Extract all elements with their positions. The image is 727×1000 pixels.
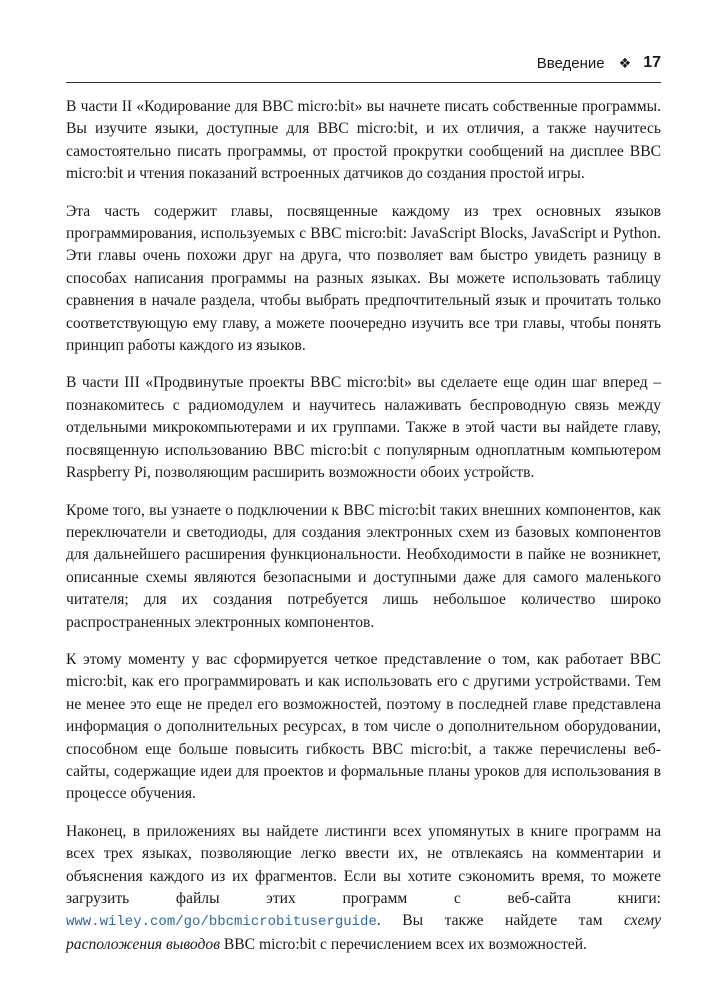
ornament-separator: ❖: [618, 54, 632, 71]
paragraph-components: Кроме того, вы узнаете о подключении к BBC micro:bit таких внешних компонентов, как переключатели и светодиоды, для создания электронных схем из базовых компонентов для дальнейшего расширения функциональности. Необходимости в пайке не возникнет, описанные схемы являются безопасными и доступными даже для самого маленького читателя; для их создания потребуется лишь небольшое количество широко распространенных электронных компонентов.: [66, 501, 661, 631]
book-website-link[interactable]: www.wiley.com/go/bbcmicrobituserguide: [66, 914, 377, 931]
appendices-text-cont: . Вы также найдете там: [376, 912, 624, 930]
paragraph-part-2: В части II «Кодирование для BBC micro:bit» вы начнете писать собственные программы. Вы изучите языки, доступные для BBC micro:bit, и их отличия, а также научитесь самостоятельно писать программы, от простой прокрутки сообщений на дисплее BBC micro:bit и чтения показаний встроенных датчиков до создания простой игры.: [66, 98, 661, 183]
paragraph-appendices: [66, 821, 661, 956]
section-title: Введение: [536, 54, 605, 72]
page-body: [66, 96, 661, 971]
header-rule: [66, 82, 661, 83]
paragraph-resources: К этому моменту у вас сформируется четкое представление о том, как работает BBC micro:bit, как его программировать и как использовать его с другими устройствами. Тем не менее это еще не предел его возможностей, поэтому в последней главе представлена информация о дополнительных ресурсах, в том числе о дополнительном оборудовании, способном еще больше повысить гибкость BBC micro:bit, а также перечислены веб-сайты, содержащие идеи для проектов и формальные планы уроков для использования в процессе обучения.: [66, 650, 661, 803]
paragraph-languages: Эта часть содержит главы, посвященные каждому из трех основных языков программирования, используемых с BBC micro:bit: JavaScript Blocks, JavaScript и Python. Эти главы очень похожи друг на друга, что позволяет вам быстро увидеть разницу в способах написания программы на разных языках. Вы можете использовать таблицу сравнения в начале раздела, чтобы выбрать предпочтительный язык и прочитать только соответствующую ему главу, а можете поочередно изучить все три главы, чтобы понять принцип работы каждого из языков.: [66, 202, 661, 355]
pinout-emphasis: схему расположения выводов: [66, 912, 661, 953]
page-number: 17: [643, 54, 661, 71]
appendices-text: Наконец, в приложениях вы найдете листинги всех упомянутых в книге программ на всех трех языках, позволяющие легко ввести их, не отвлекаясь на комментарии и объяснения каждого из их фрагментов. Если вы хотите сэкономить время, то можете загрузить файлы этих программ с веб-сайта книги:: [66, 822, 661, 907]
paragraph-part-3: В части III «Продвинутые проекты BBC micro:bit» вы сделаете еще один шаг вперед – познакомитесь с радиомодулем и научитесь налаживать беспроводную связь между отдельными микрокомпьютерами и их группами. Также в этой части вы найдете главу, посвященную использованию BBC micro:bit с популярным одноплатным компьютером Raspberry Pi, позволяющим расширить возможности обоих устройств.: [66, 374, 661, 482]
running-header: [66, 48, 661, 78]
appendices-text-end: BBC micro:bit с перечислением всех их возможностей.: [219, 935, 587, 953]
